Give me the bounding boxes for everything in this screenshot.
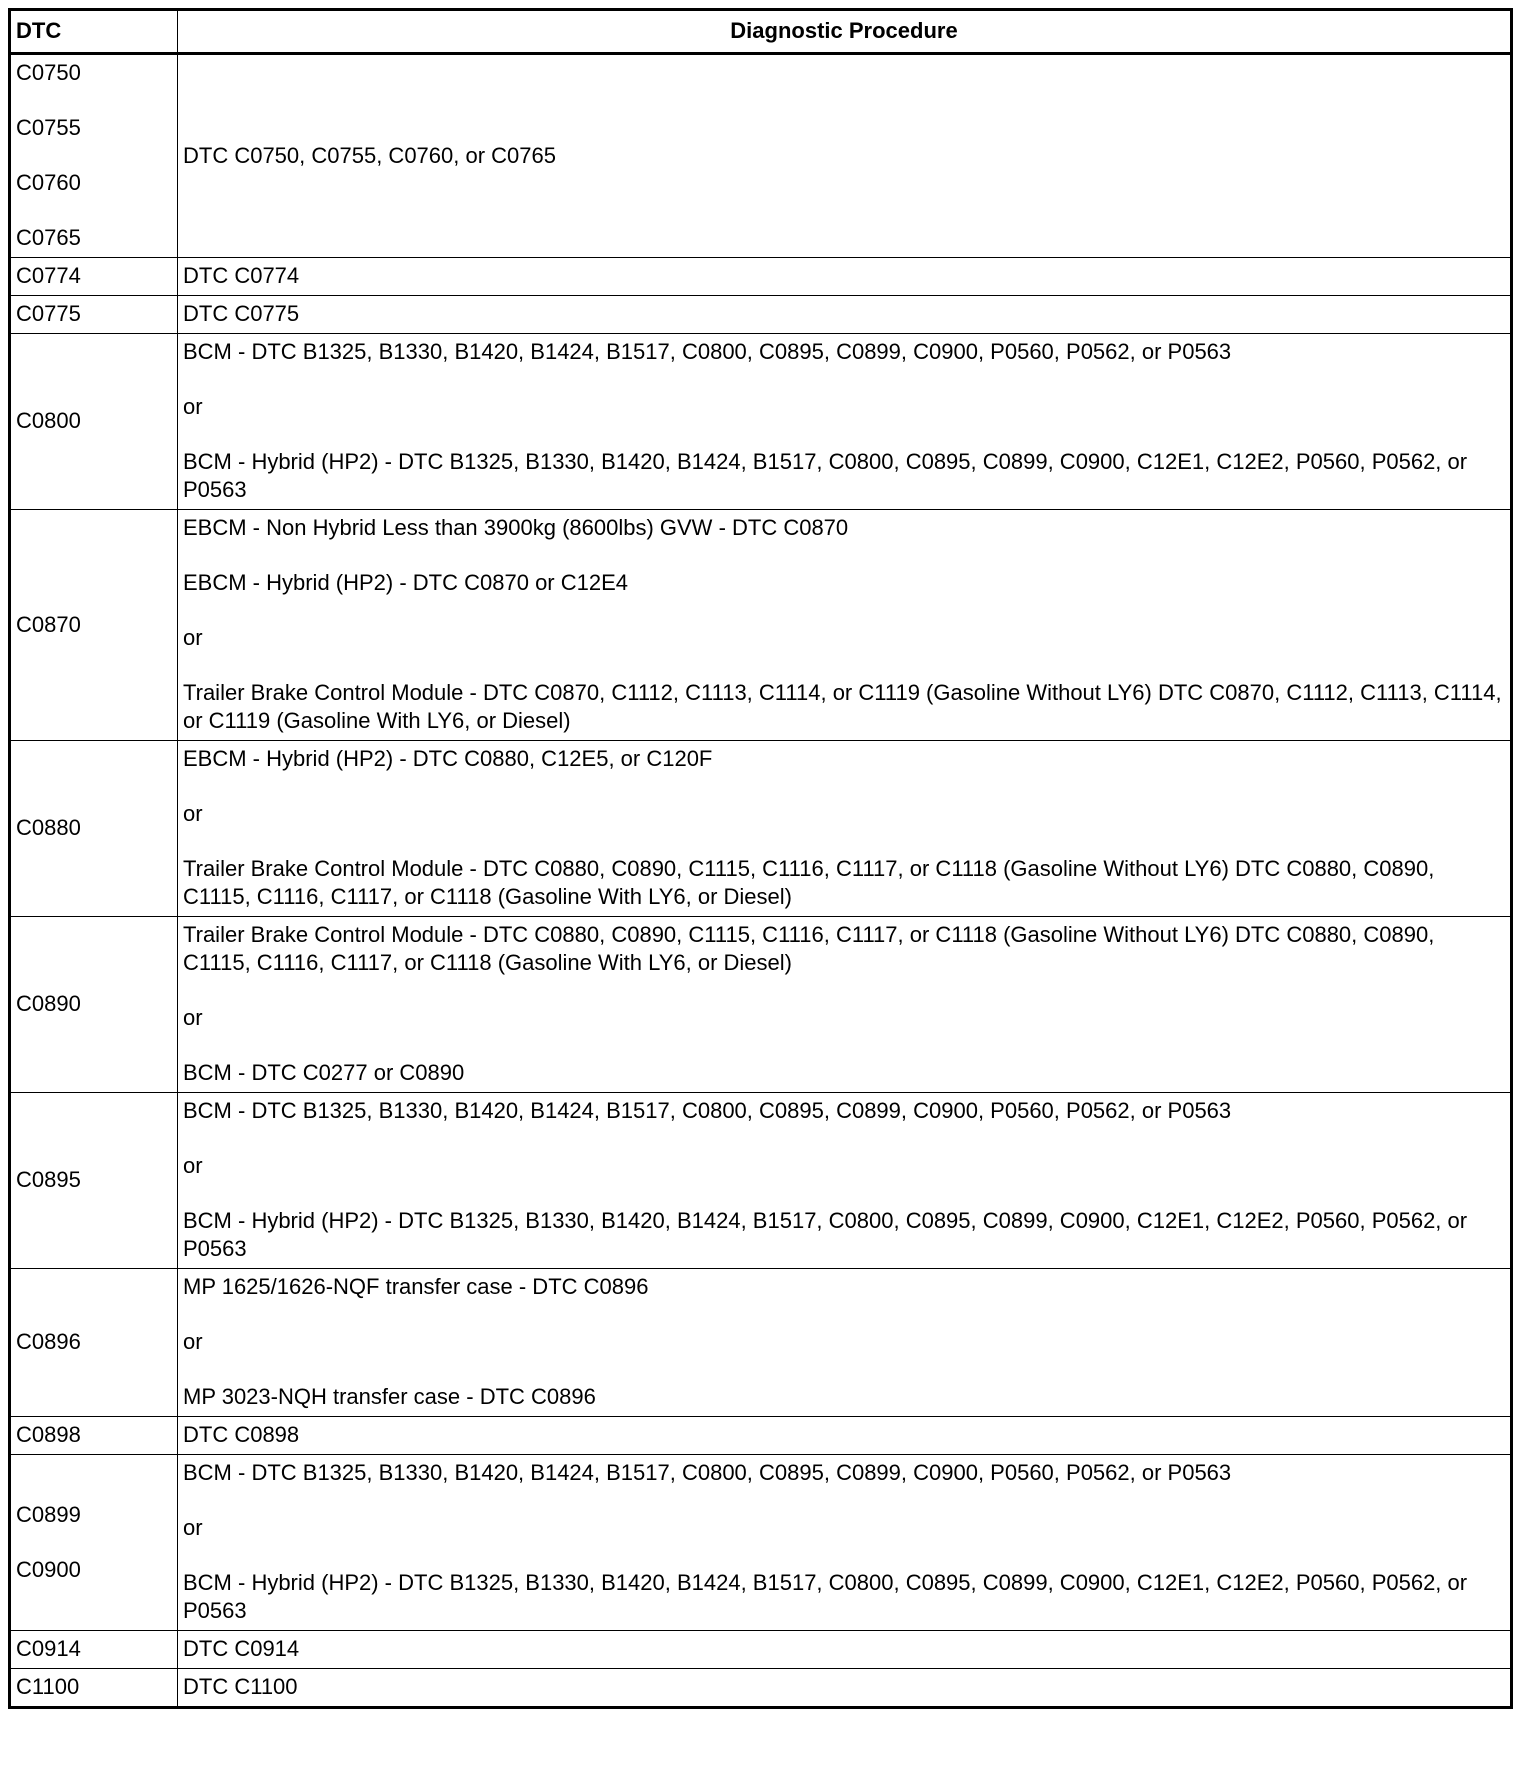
dtc-code-cell bbox=[10, 296, 178, 334]
procedure-text: DTC C1100 bbox=[183, 1674, 298, 1699]
procedure-text: MP 3023-NQH transfer case - DTC C0896 bbox=[183, 1384, 596, 1409]
dtc-code-cell bbox=[10, 1269, 178, 1417]
table-row bbox=[10, 334, 1512, 510]
dtc-code-cell bbox=[10, 1669, 178, 1708]
table-row bbox=[10, 54, 1512, 258]
table-row bbox=[10, 1417, 1512, 1455]
procedure-text: MP 1625/1626-NQF transfer case - DTC C0896 bbox=[183, 1274, 649, 1299]
procedure-text: or bbox=[183, 801, 203, 826]
dtc-code: C0765 bbox=[16, 225, 81, 250]
dtc-code-cell bbox=[10, 334, 178, 510]
table-row bbox=[10, 258, 1512, 296]
dtc-code: C0899 bbox=[16, 1501, 81, 1527]
dtc-code: C0870 bbox=[16, 611, 81, 637]
dtc-code-cell bbox=[10, 917, 178, 1093]
procedure-text: DTC C0914 bbox=[183, 1636, 300, 1661]
table-row bbox=[10, 296, 1512, 334]
dtc-code-cell bbox=[10, 1455, 178, 1631]
procedure-text: DTC C0750, C0755, C0760, or C0765 bbox=[183, 142, 556, 168]
procedure-text: or bbox=[183, 625, 203, 650]
dtc-code: C0890 bbox=[16, 991, 81, 1016]
procedure-text: DTC C0775 bbox=[183, 301, 300, 326]
table-body bbox=[10, 54, 1512, 1708]
table-row bbox=[10, 741, 1512, 917]
dtc-code: C0774 bbox=[16, 263, 81, 288]
procedure-text: EBCM - Hybrid (HP2) - DTC C0880, C12E5, or C120F bbox=[183, 746, 713, 771]
procedure-text: Trailer Brake Control Module - DTC C0880, C0890, C1115, C1116, C1117, or C1118 (Gasoline Without LY6) DTC C0880, C0890, C1115, C1116, C1117, or C1118 (Gasoline With LY6, or Diesel) bbox=[183, 856, 1435, 909]
procedure-cell bbox=[178, 54, 1512, 258]
dtc-code-cell bbox=[10, 510, 178, 741]
dtc-code-cell bbox=[10, 54, 178, 258]
dtc-code-cell bbox=[10, 1093, 178, 1269]
dtc-code: C0800 bbox=[16, 408, 81, 433]
procedure-text: BCM - Hybrid (HP2) - DTC B1325, B1330, B1420, B1424, B1517, C0800, C0895, C0899, C0900, C12E1, C12E2, P0560, P0562, or P0563 bbox=[183, 449, 1468, 502]
procedure-text: DTC C0774 bbox=[183, 263, 300, 288]
procedure-text: Trailer Brake Control Module - DTC C0880, C0890, C1115, C1116, C1117, or C1118 (Gasoline Without LY6) DTC C0880, C0890, C1115, C1116, C1117, or C1118 (Gasoline With LY6, or Diesel) bbox=[183, 922, 1435, 975]
table-row bbox=[10, 1269, 1512, 1417]
dtc-code: C0760 bbox=[16, 170, 81, 195]
procedure-text: BCM - DTC B1325, B1330, B1420, B1424, B1517, C0800, C0895, C0899, C0900, P0560, P0562, or P0563 bbox=[183, 339, 1232, 364]
table-header bbox=[10, 10, 1512, 54]
dtc-code: C0775 bbox=[16, 301, 81, 326]
procedure-text: or bbox=[183, 1153, 203, 1178]
dtc-code-cell bbox=[10, 741, 178, 917]
table-row bbox=[10, 1631, 1512, 1669]
dtc-code-cell bbox=[10, 258, 178, 296]
procedure-cell bbox=[178, 1455, 1512, 1631]
dtc-code-cell bbox=[10, 1417, 178, 1455]
table-row bbox=[10, 1093, 1512, 1269]
dtc-code: C0896 bbox=[16, 1329, 81, 1354]
procedure-text: or bbox=[183, 1515, 203, 1540]
procedure-text: Trailer Brake Control Module - DTC C0870, C1112, C1113, C1114, or C1119 (Gasoline Without LY6) DTC C0870, C1112, C1113, C1114, or C1119 (Gasoline With LY6, or Diesel) bbox=[183, 680, 1502, 733]
procedure-cell bbox=[178, 510, 1512, 741]
procedure-text: or bbox=[183, 1005, 203, 1030]
dtc-code: C0755 bbox=[16, 115, 81, 140]
table-row bbox=[10, 510, 1512, 741]
dtc-code: C1100 bbox=[16, 1674, 80, 1699]
dtc-code: C0900 bbox=[16, 1556, 81, 1582]
procedure-cell bbox=[178, 741, 1512, 917]
procedure-cell bbox=[178, 1093, 1512, 1269]
procedure-column-header: Diagnostic Procedure bbox=[178, 10, 1512, 54]
dtc-code: C0898 bbox=[16, 1422, 81, 1447]
procedure-text: BCM - DTC B1325, B1330, B1420, B1424, B1517, C0800, C0895, C0899, C0900, P0560, P0562, or P0563 bbox=[183, 1460, 1232, 1485]
table-row bbox=[10, 1455, 1512, 1631]
procedure-cell bbox=[178, 334, 1512, 510]
procedure-text: EBCM - Hybrid (HP2) - DTC C0870 or C12E4 bbox=[183, 570, 629, 595]
dtc-code: C0914 bbox=[16, 1636, 81, 1661]
procedure-text: or bbox=[183, 1329, 203, 1354]
procedure-cell bbox=[178, 258, 1512, 296]
procedure-cell bbox=[178, 917, 1512, 1093]
procedure-text: BCM - DTC B1325, B1330, B1420, B1424, B1517, C0800, C0895, C0899, C0900, P0560, P0562, or P0563 bbox=[183, 1098, 1232, 1123]
procedure-cell bbox=[178, 1417, 1512, 1455]
table-row bbox=[10, 917, 1512, 1093]
dtc-procedure-table bbox=[8, 8, 1513, 1709]
procedure-cell bbox=[178, 1269, 1512, 1417]
procedure-text: EBCM - Non Hybrid Less than 3900kg (8600lbs) GVW - DTC C0870 bbox=[183, 515, 849, 540]
procedure-text: BCM - DTC C0277 or C0890 bbox=[183, 1060, 465, 1085]
procedure-text: BCM - Hybrid (HP2) - DTC B1325, B1330, B1420, B1424, B1517, C0800, C0895, C0899, C0900, C12E1, C12E2, P0560, P0562, or P0563 bbox=[183, 1208, 1468, 1261]
procedure-cell bbox=[178, 1669, 1512, 1708]
dtc-code: C0895 bbox=[16, 1167, 81, 1192]
dtc-column-header: DTC bbox=[10, 10, 178, 54]
header-row bbox=[10, 10, 1512, 54]
procedure-cell bbox=[178, 296, 1512, 334]
table-row bbox=[10, 1669, 1512, 1708]
procedure-text: DTC C0898 bbox=[183, 1422, 300, 1447]
dtc-code: C0750 bbox=[16, 60, 81, 85]
procedure-cell bbox=[178, 1631, 1512, 1669]
dtc-code-cell bbox=[10, 1631, 178, 1669]
procedure-text: BCM - Hybrid (HP2) - DTC B1325, B1330, B1420, B1424, B1517, C0800, C0895, C0899, C0900, C12E1, C12E2, P0560, P0562, or P0563 bbox=[183, 1570, 1468, 1623]
dtc-code: C0880 bbox=[16, 815, 81, 840]
procedure-text: or bbox=[183, 394, 203, 419]
